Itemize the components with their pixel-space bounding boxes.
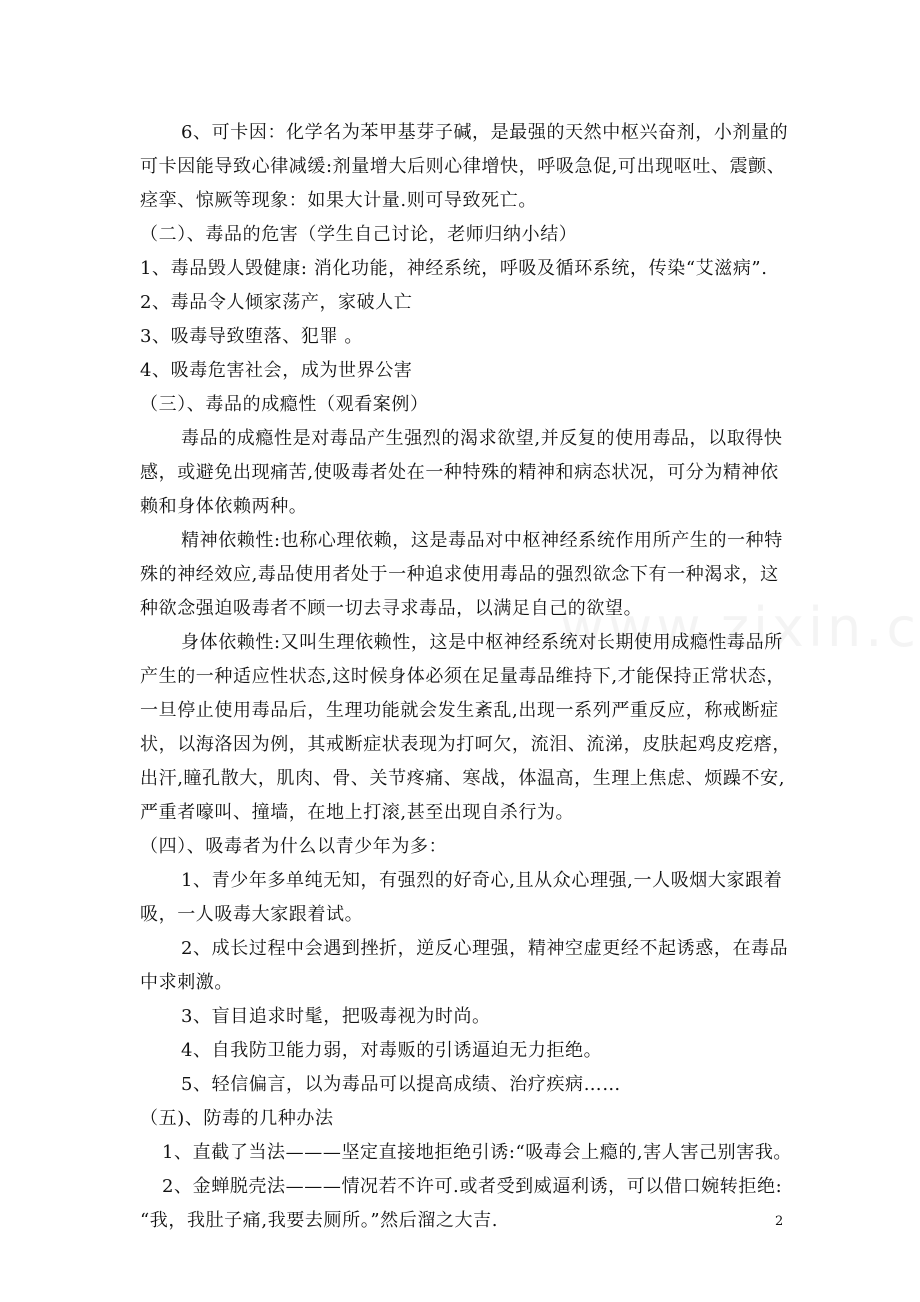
text-line: 痉挛、惊厥等现象：如果大计量.则可导致死亡。 (140, 190, 537, 211)
text-line: 赖和身体依赖两种。 (140, 496, 308, 517)
section-heading: （五)、防毒的几种办法 (140, 1108, 334, 1129)
text-line: 状，以海洛因为例，其戒断症状表现为打呵欠，流泪、流涕，皮肤起鸡皮疙瘩， (140, 734, 791, 755)
text-line: 精神依赖性:也称心理依赖，这是毒品对中枢神经系统作用所产生的一种特 (181, 530, 783, 551)
text-line: 身体依赖性:又叫生理依赖性，这是中枢神经系统对长期使用成瘾性毒品所 (181, 632, 783, 653)
text-line: 3、盲目追求时髦，把吸毒视为时尚。 (181, 1006, 491, 1027)
text-line: 1、毒品毁人毁健康: 消化功能，神经系统，呼吸及循环系统，传染“艾滋病”. (140, 258, 768, 279)
text-line: 可卡因能导致心律减缓:剂量增大后则心律增快，呼吸急促,可出现呕吐、震颤、 (140, 156, 786, 177)
text-line: 中求刺激。 (140, 972, 233, 993)
text-line: 种欲念强迫吸毒者不顾一切去寻求毒品，以满足自己的欲望。 (140, 598, 643, 619)
page-number: 2 (775, 1214, 784, 1229)
text-line: 2、金蝉脱壳法———情况若不许可.或者受到威逼利诱，可以借口婉转拒绝: (162, 1176, 783, 1197)
text-line: 6、可卡因：化学名为苯甲基芽子碱，是最强的天然中枢兴奋剂，小剂量的 (181, 122, 789, 143)
text-line: 5、轻信偏言，以为毒品可以提高成绩、治疗疾病…… (181, 1074, 621, 1095)
text-line: 产生的一种适应性状态,这时候身体必须在足量毒品维持下,才能保持正常状态， (140, 666, 786, 687)
text-line: 出汗,瞳孔散大，肌肉、骨、关节疼痛、寒战，体温高，生理上焦虑、烦躁不安, (140, 768, 786, 789)
section-heading: （三）、毒品的成瘾性（观看案例） (140, 394, 429, 415)
text-line: 3、吸毒导致堕落、犯罪 。 (140, 326, 363, 347)
text-line: 严重者嚎叫、撞墙，在地上打滚,甚至出现自杀行为。 (140, 802, 575, 823)
text-line: 4、自我防卫能力弱，对毒贩的引诱逼迫无力拒绝。 (181, 1040, 603, 1061)
text-line: “我，我肚子痛,我要去厕所。”然后溜之大吉. (140, 1210, 499, 1231)
text-line: 一旦停止使用毒品后，生理功能就会发生紊乱,出现一系列严重反应，称戒断症 (140, 700, 779, 721)
text-line: 2、成长过程中会遇到挫折，逆反心理强，精神空虚更经不起诱惑，在毒品 (181, 938, 789, 959)
text-line: 毒品的成瘾性是对毒品产生强烈的渴求欲望,并反复的使用毒品，以取得快 (181, 428, 783, 449)
text-line: 吸，一人吸毒大家跟着试。 (140, 904, 364, 925)
text-line: 殊的神经效应,毒品使用者处于一种追求使用毒品的强烈欲念下有一种渴求，这 (140, 564, 779, 585)
section-heading: （四）、吸毒者为什么以青少年为多： (140, 836, 448, 857)
text-line: 1、青少年多单纯无知，有强烈的好奇心,且从众心理强,一人吸烟大家跟着 (181, 870, 783, 891)
text-line: 1、直截了当法———坚定直接地拒绝引诱:“吸毒会上瘾的,害人害己别害我。 (162, 1142, 793, 1163)
text-line: 感，或避免出现痛苦,使吸毒者处在一种特殊的精神和病态状况，可分为精神依 (140, 462, 779, 483)
text-line: 2、毒品令人倾家荡产，家破人亡 (140, 292, 413, 313)
text-line: 4、吸毒危害社会，成为世界公害 (140, 360, 413, 381)
section-heading: （二）、毒品的危害（学生自己讨论，老师归纳小结） (140, 224, 578, 245)
